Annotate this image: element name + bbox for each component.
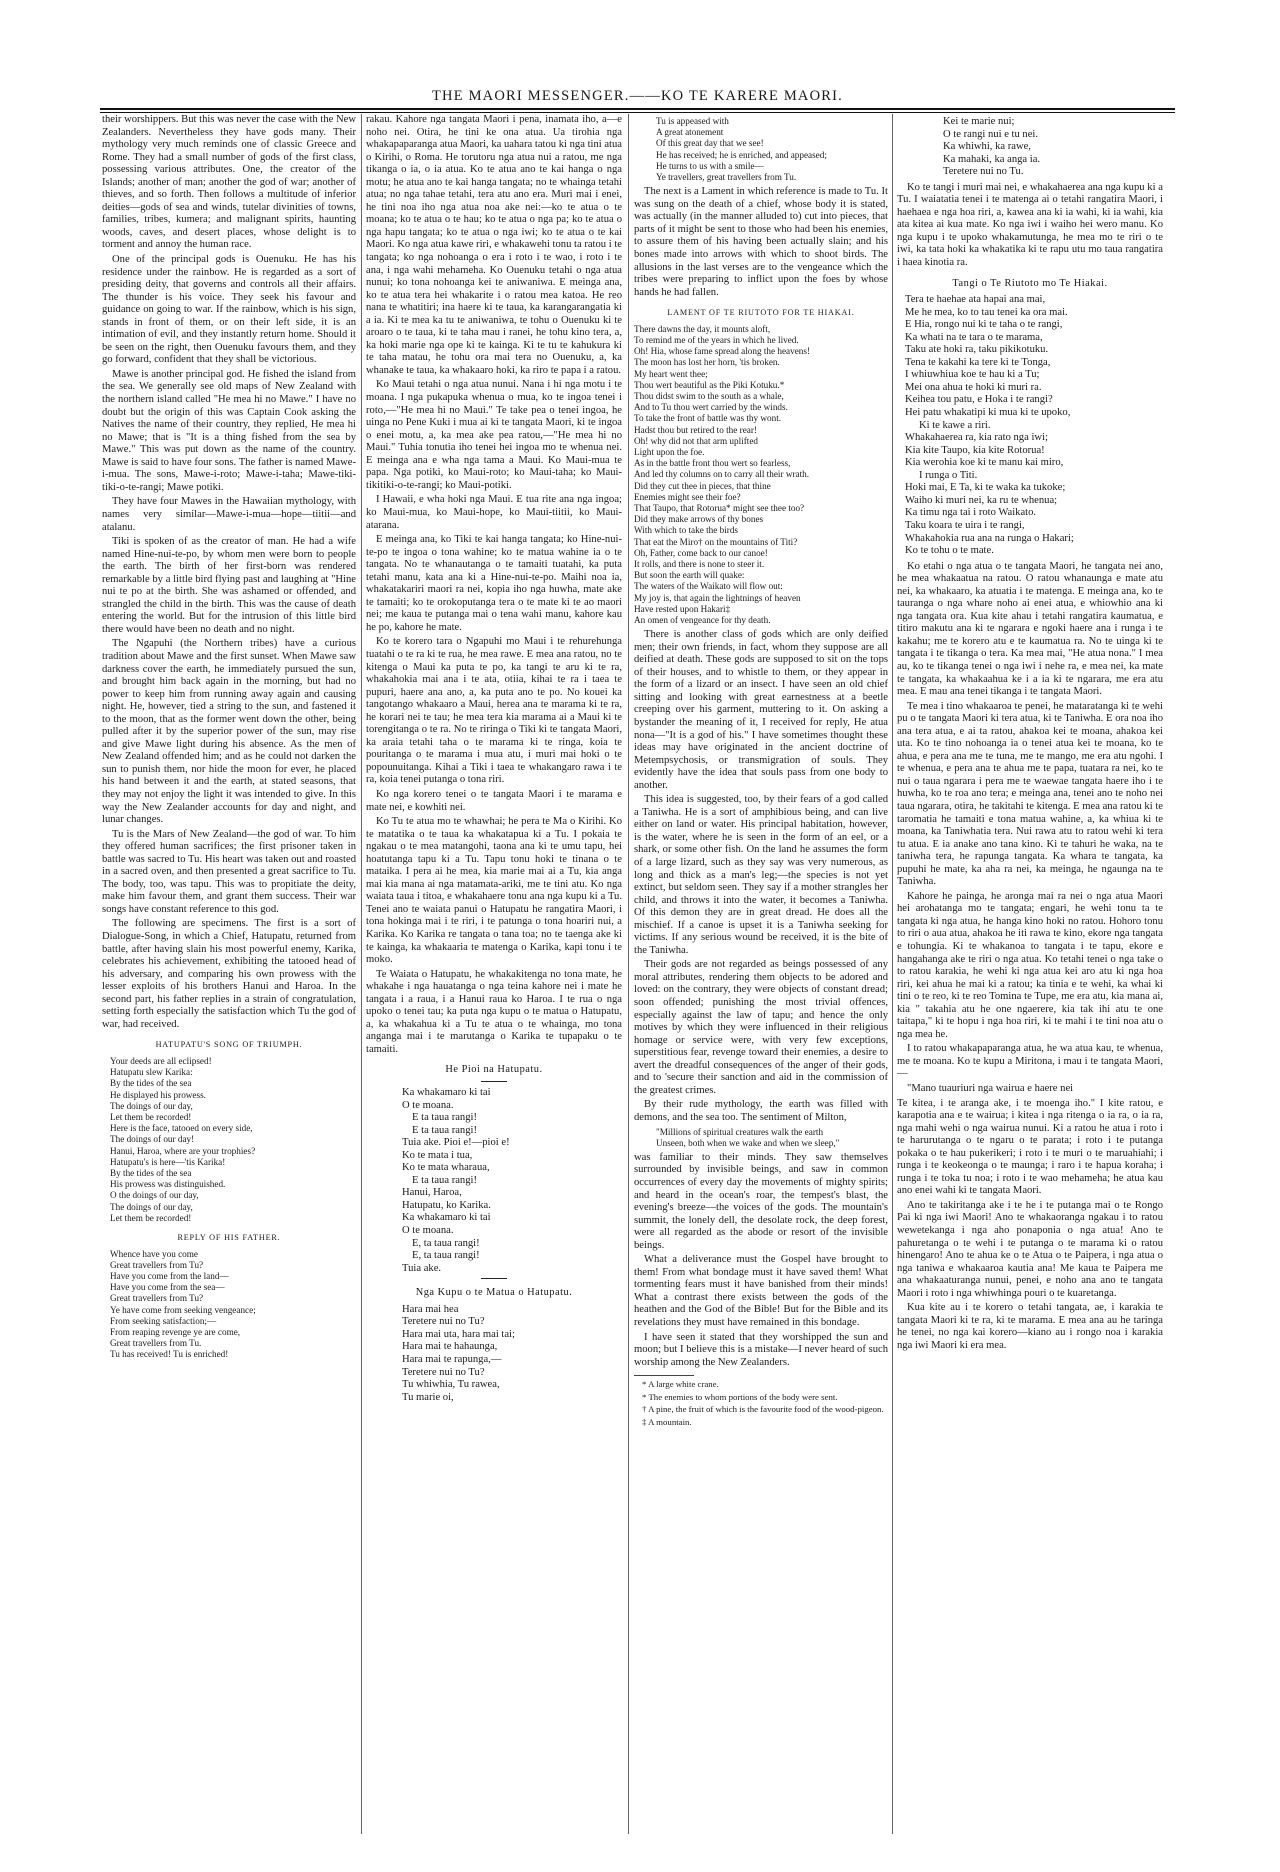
verse-line: He turns to us with a smile— bbox=[656, 160, 764, 171]
verse-line: Ka mahaki, ka anga ia. bbox=[943, 153, 1041, 165]
verse-line: Me he mea, ko to tau tenei ka ora mai. bbox=[905, 306, 1068, 318]
verse-line: Great travellers from Tu? bbox=[110, 1293, 204, 1304]
verse-line: E ta taua rangi! bbox=[412, 1174, 478, 1186]
kupu-title: Nga Kupu o te Matua o Hatupatu. bbox=[415, 1287, 573, 1299]
verse-line: Thou didst swim to the south as a whale, bbox=[634, 390, 784, 401]
verse-line: Teretere nui no Tu. bbox=[943, 166, 1024, 178]
masthead-rule bbox=[100, 108, 1175, 113]
paragraph: This idea is suggested, too, by their fears of a god called a Taniwha. He is a sort of amphibious being, and can live either on land or water. His principal habitation, however, is the water, where he is seen in the form of an eel, or a shark, or some other fish. On the land he assumes the form of a large lizard, such as they say was very numerous, as long and thick as a man's leg;—the species is not yet extinct, but seldom seen. They say if a mother strangles her child, and throws it into the water, it becomes a Taniwha. Of this demon they are in great dread. He does all the mischief. If a canoe is upset it is a Taniwha seeking for victims. If any serious wound be received, it is the bite of the Taniwha. bbox=[634, 794, 888, 956]
verse-line: By the tides of the sea bbox=[110, 1078, 192, 1089]
paragraph: E meinga ana, ko Tiki te kai hanga tangata; ko Hine-nui-te-po te ingoa o tona wahine; ko te matua wahine ia o te tangata. No te whanautanga o te tamaiti tuatahi, ka puta tetahi manu, kata ana ki a Hine-nui-te-po. Maihi noa ia, whakatakariri maori ra nei, kopia iho nga huwha, mate ake te tamaiti; ko te orokoputanga tera o te mate ki te ao maori nei; me kaua te putanga mai o tena wahi manu, kahore kau he po, kahore he mate. bbox=[366, 534, 622, 633]
paragraph: Ano te takiritanga ake i te he i te putanga mai o te Rongo Pai ki nga iwi Maori! Ano te whakaoranga ngakau i to ratou wewetekanga i nga aho ponaponia o nga atua! Ano te pahuretanga o te wehi i te putanga o te marama ki o ratou hinengaro! Ano te ahua ke o te Atua o te Paipera, i nga atua o nga taniwa e whakaaroa kautia ana! Me kaua te Paipera me ana whakaaturanga nunui, penei, e noho ana ano te tangata Maori i roto i nga whiwhinga pouri o te kuaretanga. bbox=[897, 1199, 1163, 1299]
song-of-triumph bbox=[102, 1056, 356, 1224]
footnote: * The enemies to whom portions of the body were sent. bbox=[642, 1391, 838, 1402]
milton-quote bbox=[634, 1127, 888, 1149]
verse-line: Ko te mata wharaua, bbox=[402, 1162, 490, 1174]
paragraph: Mawe is another principal god. He fished the island from the sea. We generally see old maps of New Zealand with the northern island called "He mea hi no Mawe." I have no doubt but the origin of this was Captain Cook asking the Natives the name of their country, they replied, He mea hi no Mawe; that is "It is a thing fished from the sea by Mawe." This was put down as the name of the country. Mawe is said to have four sons. The father is named Mawe-i-mua. The sons, Mawe-i-roto; Mawe-i-taha; Mawe-tiki-tiki-o-te-rangi; Mawe potiki. bbox=[102, 368, 356, 493]
paragraph: Their gods are not regarded as beings possessed of any moral attributes, rendering them objects to be adored and loved: on the contrary, they were objects of constant dread; soon offended; punishing the most trivial offences, especially against the law of tapu; and hence the only motives by which they were influenced in their religious homage or service were, with very few exceptions, superstitious fear, revenge toward their enemies, a desire to avert the dreadful consequences of the anger of their gods, and to 'secure their sanction and aid in the commission of the greatest crimes. bbox=[634, 959, 888, 1096]
column-divider bbox=[361, 114, 362, 1834]
paragraph: The next is a Lament in which reference is made to Tu. It was sung on the death of a chief, whose body it is stated, was actually (in the manner alluded to) cut into pieces, that parts of it might be sent to those who had been his enemies, to assure them of his having been actually slain; and his bones made into arrows with which to shoot birds. The allusions in the last verses are to the vengeance which the tribes were preparing to inflict upon the foes by whose hands he had fallen. bbox=[634, 186, 888, 298]
verse-line: To remind me of the years in which he lived. bbox=[634, 334, 799, 345]
verse-line: Waiho ki muri nei, ka ru te whenua; bbox=[905, 494, 1058, 506]
verse-line: "Millions of spiritual creatures walk the earth bbox=[656, 1126, 824, 1137]
verse-line: Teretere nui no Tu? bbox=[402, 1366, 485, 1378]
verse-line: E ta taua rangi! bbox=[412, 1124, 478, 1136]
column-2 bbox=[366, 114, 622, 1834]
verse-line: Ka whiwhi, ka rawe, bbox=[943, 141, 1031, 153]
paragraph: was familiar to their minds. They saw themselves surrounded by invisible beings, and saw in common occurrences of every day the movements of mighty spirits; and heard in the ocean's roar, the tempest's blast, the evening's breeze—the voices of the gods. The mountain's summit, the lonely dell, the desolate rock, the deep forest, were all regarded as the abode or resort of the invisible beings. bbox=[634, 1151, 888, 1251]
paragraph: Ko te korero tara o Ngapuhi mo Maui i te rehurehunga tuatahi o te ra ki te rua, he mea rawe. E mea ana ratou, no te kitenga o Maui ka puta te po, ka tangi te aru ki te ra, whakahokia mai ana i te ata, otiia, kihai te ra i taea te pupuri, haere ana ano, a, ka puta ano te po. No kouei ka tangotango whakaaro a Maui, herea ana te marama ki te ra, he korari nei te tau; he mea tera kia marama ai a Maui ki te torengitanga o te ra. No te riringa o Tiki ki te tangata Maori, ka araia tetahi taha o te marama ki te ringa, koia te pouritanga o te marama i mua atu, i muri mai hoki o te popounuitanga. Kihai a Tiki i taea te whakangaro rawa i te ra, koia tenei putanga o tona riri. bbox=[366, 636, 622, 786]
verse-line: Oh! why did not that arm uplifted bbox=[634, 435, 759, 446]
verse-line: Hoki mai, E Ta, ki te waka ka tukoke; bbox=[905, 482, 1066, 494]
verse-line: O te rangi nui e tu nei. bbox=[943, 128, 1039, 140]
verse-line: Ka whakamaro ki tai bbox=[402, 1212, 491, 1224]
column-divider bbox=[628, 114, 629, 1834]
verse-line: Ye have come from seeking vengeance; bbox=[110, 1304, 256, 1315]
verse-line: Hadst thou but retired to the rear! bbox=[634, 424, 757, 435]
verse-line: Here is the face, tatooed on every side, bbox=[110, 1123, 253, 1134]
verse-line: And to Tu thou wert carried by the winds. bbox=[634, 402, 788, 413]
verse-line: Ko te mata i tua, bbox=[402, 1149, 473, 1161]
verse-line: That Taupo, that Rotorua* might see thee too? bbox=[634, 502, 805, 513]
paragraph: The Ngapuhi (the Northern tribes) have a curious tradition about Mawe and the first sunset. When Mawe saw darkness cover the earth, he immediately pursued the sun, and brought him back again in the morning, but had no power to keep him from running away again and causing night. He, however, tied a string to the sun, and fastened it to the moon, that as the former went down the other, being pulled after it by the superior power of the sun, may rise and give Mawe light during his absence. As the men of New Zealand offended him; and as he could not darken the sun to punish them, nor hide the moon for ever, he placed his hand between it and the earth, at stated seasons, that they may not enjoy the light it was intended to give. In this way the New Zealander accounts for day and night, and lunar changes. bbox=[102, 638, 356, 826]
verse-line: It rolls, and there is none to steer it. bbox=[634, 558, 765, 569]
lament-caption: LAMENT OF TE RIUTOTO FOR TE HIAKAI. bbox=[667, 308, 855, 318]
paragraph: I Hawaii, e wha hoki nga Maui. E tua rite ana nga ingoa; ko Maui-mua, ko Maui-hope, ko Maui-tiitii, ko Maui-atarana. bbox=[366, 494, 622, 531]
verse-line: Hei patu whakatipi ki mua ki te upoko, bbox=[905, 407, 1071, 419]
paragraph: Ko te tangi i muri mai nei, e whakahaerea ana nga kupu ki a Tu. I waiatatia tenei i te matenga ai o tetahi rangatira Maori, i haehaea e nga hoa riri, a, kawea ana ki ia wahi, ki ia wahi, kia ata kitea ai kua mate. Ko nga iwi i waiho hei wero manu. Ko nga kupu i te upoko whakamutunga, he mea mo te riri o te iwi, ka tata hoki ka whakatika ki te rapu utu mo taua rangatira i haea kinotia ra. bbox=[897, 181, 1163, 269]
verse-line: He displayed his prowess. bbox=[110, 1089, 206, 1100]
verse-line: Thou wert beautiful as the Piki Kotuku.* bbox=[634, 379, 785, 390]
verse-line: Hara mai uta, hara mai tai; bbox=[402, 1328, 515, 1340]
paragraph: Te Waiata o Hatupatu, he whakakitenga no tona mate, he whakahe i nga hauatanga o nga teina kahore nei i mate he tangata i a raua, i a Hanui raua ko Haroa. I te rua o nga upoko o tenei tau; ka puta nga kupu o te matua o Hatupatu, a, ka whakahua ki a Tu te atua o te whainga, mo tona anganga mai i te marutanga o Karika te tupapaku o te tamaiti. bbox=[366, 968, 622, 1055]
paragraph: rakau. Kahore nga tangata Maori i pena, inamata iho, a—e noho nei. Otira, he tini ke ona atua. Ua tirohia nga whakapaparanga atua Maori, ka uahara tatou ki nga tini atua o Kirihi, o Roma. He torutoru nga atua nui a ratou, me nga tikanga o ia, o ia atua. Ko te atua ano te kai hanga o nga motu; he atua ano te kai hanga tangata; no te whainga tetahi atua; no nga tahae tetahi, tera atu ano era. Muri mai i enei, he tini noa iho nga atua noa ake nei:—ko te atua o te moana; ko te atua o te hau; ko te atua o nga pa; ko te atua o nga hapu tangata; ko te atua o nga iwi; ko te atua o te kai Maori. Ko nga atua kawe riri, e whakawehi tonu ta ratou i te tangata; ko nga nohoanga o era i roto i te wao, i roto i te ana, i nga wahi mehameha. Ko Ouenuku tetahi o nga atua nunui; ko tona nohoanga kei te aniwaniwa. E meinga ana, ko te atua tera hei whakarite i o ratou mea katoa. He reo nana te whatitiri; ina haere ki te taua, ka karangarangatia ki a ia. Ki te mea ka tu te aniwaniwa, te tohu o Ouenuku ki te aroaro o te taua, ki te taha mau i ranei, he tohu kino tera, a, ka hoki marie nga ope ki te kainga. Ki te tu te kahukura ki te taha matau, he tohu ora mai tera no Ouenuku, a, ka whanake te taua, ka whakaaro hoki, ka riro te papa i a ratou. bbox=[366, 114, 622, 376]
song-caption: HATUPATU'S SONG OF TRIUMPH. bbox=[155, 1040, 303, 1050]
verse-line: Your deeds are all eclipsed! bbox=[110, 1055, 212, 1066]
verse-line: That eat the Miro† on the mountains of Titi? bbox=[634, 536, 798, 547]
verse-line: Kia kite Taupo, kia kite Rotorua! bbox=[905, 444, 1045, 456]
verse-line: Oh, Father, come back to our canoe! bbox=[634, 547, 768, 558]
verse-line: Have rested upon Hakari‡ bbox=[634, 603, 731, 614]
reply-caption: REPLY OF HIS FATHER. bbox=[177, 1232, 281, 1242]
kupu-end bbox=[897, 116, 1163, 179]
verse-line: E, ta taua rangi! bbox=[412, 1237, 480, 1249]
verse-line: The doings of our day, bbox=[110, 1100, 193, 1111]
paragraph: Ko Tu te atua mo te whawhai; he pera te Ma o Kirihi. Ko te matatika o te taua ka whakatapua ki a Tu. I pokaia te ngakau o te mea matangohi, taona ana ki te umu tapu, hei hoatutanga tapu ki a Tu. Tapu tonu hoki te tinana o te mataika. I pera ai he mea, kia marie mai ai a Tu, kia anga mai kia mana ai nga matamata-ariki, me te tini atu. Ko nga waiata taua i titoa, e whakahaere tonu ana nga kupu ki a Tu. Tenei ano te waiata panui o Hatupatu he rangatira Maori, i tona hokinga mai i te riri, i te patunga o tona hoariri nui, a Karika. Ko Karika re tangata o tana toa; no te taenga ake ki te kainga, ka whakaaria te matenga o Karika, kapi tonu i te moko. bbox=[366, 816, 622, 966]
paragraph: I to ratou whakapaparanga atua, he wa atua kau, te whenua, me te moana. Ko te kupu a Miritona, i mau i te tangata Maori,— bbox=[897, 1043, 1163, 1080]
paragraph: Ko nga korero tenei o te tangata Maori i te marama e mate nei, e kowhiti nei. bbox=[366, 788, 622, 813]
verse-line: He has received; he is enriched, and appeased; bbox=[656, 149, 827, 160]
verse-line: Whakahokia rua ana na runga o Hakari; bbox=[905, 532, 1074, 544]
verse-line: His prowess was distinguished. bbox=[110, 1179, 226, 1190]
paragraph: By their rude mythology, the earth was filled with demons, and the sea too. The sentiment of Milton, bbox=[634, 1099, 888, 1123]
verse-line: Tuia ake. bbox=[402, 1262, 442, 1274]
tangi bbox=[897, 294, 1163, 557]
verse-line: Teretere nui no Tu? bbox=[402, 1316, 485, 1328]
verse-line: Tu has received! Tu is enriched! bbox=[110, 1349, 229, 1360]
verse-line: Hanui, Haroa, bbox=[402, 1187, 462, 1199]
paragraph: The following are specimens. The first is a sort of Dialogue-Song, in which a Chief, Hatupatu, returned from battle, after having slain his most powerful enemy, Karika, celebrates his achievement, exhibiting the tatooed head of his adversary, and comparing his own prowess with the lesser exploits of his brothers Hanui and Haroa. In the second part, his father replies in a strain of congratulation, setting forth especially the satisfaction which Tu the god of war, had received. bbox=[102, 918, 356, 1030]
verse-line: I runga o Titi. bbox=[919, 469, 978, 481]
paragraph: Te kitea, i te aranga ake, i te moenga iho." I kite ratou, e karapotia ana e te wairua; i kitea i nga ritenga o ia ra, o ia ra, nga mahi wehi o nga wairua nunui. Ki a ratou he atua i roto i te harurutanga o te ngaru o te parata; i roto i te putanga pokaka o te hau pukerikeri; i roto i te muri o te maruahiahi; i runga i te keokeonga o te maunga; i raro i te hapua koraha; i runga i te toka tu noa; i roto i te wao mehameha; he atua kau ano enei wahi ki te tangata Maori. bbox=[897, 1097, 1163, 1197]
verse-line: I whiuwhiua koe te hau ki a Tu; bbox=[905, 369, 1040, 381]
tangi-title: Tangi o Te Riutoto mo Te Hiakai. bbox=[952, 277, 1108, 289]
verse-line: Tena te kakahi ka tere ki te Tonga, bbox=[905, 356, 1051, 368]
verse-line: With which to take the birds bbox=[634, 525, 738, 536]
footnote-rule bbox=[634, 1375, 694, 1376]
paragraph: their worshippers. But this was never the case with the New Zealanders. Nevertheless they have gods many. Their mythology very much reminds one of classic Greece and Rome. They had a small number of gods of the first class, possessing various attributes. One, the creator of the Islands; another of man; another the god of war; another of thieves, and so forth. Then follows a multitude of inferior deities—gods of sea and winds, tutelar divinities of towns, families, tribes, kumera; and malignant spirits, haunting woods, caves, and desert places, whose delight is to torment and annoy the human race. bbox=[102, 114, 356, 251]
verse-line: To take the front of battle was thy wont. bbox=[634, 413, 782, 424]
verse-line: Hanui, Haroa, where are your trophies? bbox=[110, 1145, 256, 1156]
verse-line: As in the battle front thou wert so fearless, bbox=[634, 458, 791, 469]
verse-line: Hara mai te hahaunga, bbox=[402, 1341, 498, 1353]
verse-line: Taku ate hoki ra, taku pikikotuku. bbox=[905, 344, 1049, 356]
reply-of-father bbox=[102, 1249, 356, 1361]
song-end bbox=[634, 116, 888, 183]
verse-line: From reaping revenge ye are come, bbox=[110, 1326, 241, 1337]
verse-line: My joy is, that again the lightnings of heaven bbox=[634, 592, 801, 603]
verse-line: Great travellers from Tu. bbox=[110, 1338, 202, 1349]
verse-line: E ta taua rangi! bbox=[412, 1112, 478, 1124]
footnote: ‡ A mountain. bbox=[642, 1416, 692, 1427]
section-rule bbox=[481, 1278, 507, 1279]
verse-line: Ye travellers, great travellers from Tu. bbox=[656, 172, 797, 183]
verse-line: O te moana. bbox=[402, 1225, 454, 1237]
title-rule bbox=[481, 1081, 507, 1082]
verse-line: Light upon the foe. bbox=[634, 446, 705, 457]
verse-line: But soon the earth will quake: bbox=[634, 570, 745, 581]
paragraph: I have seen it stated that they worshipped the sun and moon; but I believe this is a mistake—I never heard of such worship among the New Zealanders. bbox=[634, 1331, 888, 1368]
verse-line: Kei te marie nui; bbox=[943, 116, 1015, 127]
footnote: * A large white crane. bbox=[642, 1379, 719, 1390]
verse-line: Ki te kawe a riri. bbox=[919, 419, 991, 431]
verse-line: Taku koara te uira i te rangi, bbox=[905, 519, 1025, 531]
paragraph: What a deliverance must the Gospel have brought to them! From what bondage must it have saved them! What tormenting fears must it have banished from their minds! What a contrast there exists between the gods of the heathen and the God of the Bible! But for the Bible and its revelations they must have remained in this bondage. bbox=[634, 1254, 888, 1329]
verse-line: An omen of vengeance for thy death. bbox=[634, 614, 771, 625]
verse-line: The doings of our day! bbox=[110, 1134, 195, 1145]
verse-line: Mei ona ahua te hoki ki muri ra. bbox=[905, 381, 1042, 393]
verse-line: Ka whakamaro ki tai bbox=[402, 1087, 491, 1099]
verse-line: E Hia, rongo nui ki te taha o te rangi, bbox=[905, 319, 1063, 331]
paragraph: They have four Mawes in the Hawaiian mythology, with names very similar—Mawe-i-mua—hope—tiitii—and atalanu. bbox=[102, 496, 356, 533]
paragraph: Kahore he painga, he aronga mai ra nei o nga atua Maori hei arohatanga mo te tangata; engari, he wehi tonu ta te tangata ki nga atua, he hanga kino hoki no ratou. Hohoro tonu to riri o aua atua, ahakoa he iti rawa te kino, ekore nga tangata e tohungia. Ki te whakanoa to tangata i te tapu, ekore e hangahanga ake te riri o nga atua. Ko tetahi tenei o nga take o to ratou karakia, he wehi ki nga atua kei aro atu ki nga hoa riri, kei ahua he mai ki a ratou; ka tinia e te wehi, ka whai ki tini o te reo, ki te reo Tomina te Tupe, me era atu, kia mana ai, kia " takahia atu he one ngaerere, kia tak ihi atu te one taitapa," ki te hopu i nga hoa riri, ki te mahi i te tini noa atu o nga mea he. bbox=[897, 890, 1163, 1040]
verse-line: Ka whati na te tara o te marama, bbox=[905, 331, 1043, 343]
paragraph: "Mano tuauriuri nga wairua e haere nei bbox=[907, 1083, 1074, 1095]
pioi-song bbox=[366, 1087, 622, 1275]
verse-line: Keihea tou patu, e Hoka i te rangi? bbox=[905, 394, 1053, 406]
verse-line: And led thy columns on to carry all their wrath. bbox=[634, 469, 810, 480]
verse-line: The waters of the Waikato will flow out: bbox=[634, 581, 783, 592]
column-4 bbox=[897, 114, 1163, 1834]
column-divider bbox=[892, 114, 893, 1834]
verse-line: The doings of our day, bbox=[110, 1201, 193, 1212]
kupu-song bbox=[366, 1304, 622, 1404]
verse-line: Have you come from the land— bbox=[110, 1270, 229, 1281]
paragraph: There is another class of gods which are only deified men; their own friends, in fact, whom they suppose are all deified at death. These gods are supposed to sit on the tops of their houses, and to whistle to them, or they appear in the form of a lizard or an insect. I have seen an old chief sitting and looking with great earnestness at a beetle creeping over his garment, muttering to it. On asking a bystander the meaning of it, I received for reply, He atua nona—"It is a god of his." I have sometimes thought these ideas may have originated in the ancient doctrine of Metempsychosis, or transmigration of souls. They evidently have the idea that souls pass from one body to another. bbox=[634, 629, 888, 791]
verse-line: Have you come from the sea— bbox=[110, 1282, 225, 1293]
verse-line: Enemies might see their foe? bbox=[634, 491, 741, 502]
paragraph: Tiki is spoken of as the creator of man. He had a wife named Hine-nui-te-po, by whom men were born to people the earth. The birth of her first-born was rendered remarkable by a little bird flying past and laughing at "Hine nui te po at the birth. She was ashamed or offended, and strangled the child in the birth. This was the cause of death entering the world. But for the intrusion of this little bird there would have been no death and no night. bbox=[102, 536, 356, 635]
lament bbox=[634, 324, 888, 626]
verse-line: Whence have you come bbox=[110, 1248, 199, 1259]
verse-line: Oh! Hia, whose fame spread along the heavens! bbox=[634, 346, 811, 357]
verse-line: There dawns the day, it mounts aloft, bbox=[634, 323, 771, 334]
verse-line: Kia werohia koe ki te manu kai miro, bbox=[905, 457, 1064, 469]
verse-line: My heart went thee; bbox=[634, 368, 708, 379]
verse-line: Hatupatu's is here—'tis Karika! bbox=[110, 1156, 226, 1167]
verse-line: Hara mai te rapunga,— bbox=[402, 1353, 502, 1365]
verse-line: Tera te haehae ata hapai ana mai, bbox=[905, 294, 1046, 306]
verse-line: Hatupatu slew Karika: bbox=[110, 1067, 193, 1078]
verse-line: O te moana. bbox=[402, 1099, 454, 1111]
footnote: † A pine, the fruit of which is the favourite food of the wood-pigeon. bbox=[642, 1404, 884, 1415]
paragraph: Te mea i tino whakaaroa te penei, he mataratanga ki te wehi pu o te tangata Maori ki tera atua, ki te Taniwha. E ora noa iho ana tera atua, e ai ta ratou, ahakoa kei te moana, ahakoa kei uta. Ko te tino nohoanga ia o tenei atua kei te moana, ko te ahua, e pera ana me te tuna, me te mango, me era atu ngohi. I te whenua, e pera ana te ahua me te papa, tuatara ra nei, ko te nui o taua ngarara i pera me te waewae tangata haere iho i te huwha, ko te roa ano tera; e meinga ana, tenei ano te noho nei taua ngarara, otira, he takitahi te kitenga. E mea ana ratou ki te taromatia he tamaiti e tona matua wahine, a, ka whiua ki te moana, ka Taniwhatia tera. Nui rawa atu to ratou wehi ki tera tu atua. E ia anake ano tana kino. Ki te tahuri he waka, na te taniwha tera, he rapunga tangata. Ka whara te tangata, ka pupuhi he mate, ka aha ra nei, ka meinga, he ngaunga na te Taniwha. bbox=[897, 700, 1163, 888]
verse-line: Did they cut thee in pieces, that thine bbox=[634, 480, 771, 491]
verse-line: Of this great day that we see! bbox=[656, 138, 764, 149]
verse-line: Let them be recorded! bbox=[110, 1111, 192, 1122]
verse-line: Tu whiwhia, Tu rawea, bbox=[402, 1379, 500, 1391]
verse-line: The moon has lost her horn, 'tis broken. bbox=[634, 357, 780, 368]
masthead: THE MAORI MESSENGER.——KO TE KARERE MAORI. bbox=[431, 88, 844, 104]
verse-line: From seeking satisfaction;— bbox=[110, 1315, 217, 1326]
verse-line: Tu is appeased with bbox=[656, 116, 729, 126]
column-3 bbox=[634, 114, 888, 1834]
verse-line: A great atonement bbox=[656, 127, 724, 138]
verse-line: Tu marie oi, bbox=[402, 1391, 454, 1403]
paragraph: Ko Maui tetahi o nga atua nunui. Nana i hi nga motu i te moana. I nga pukapuka whenua o mua, ko te ingoa tenei i roto,—"He mea hi no Maui." Te take pea o tenei ingoa, he uinga no Pene Kuki i mua ai ki te tangata Maori, ki te ingoa o enei motu, a, ka mea ake pea ratou,—"He mea hi no Maui." Tuhia tonutia iho tenei hei ingoa mo te whenua nei. E meinga ana e wha nga tama a Maui. Ko Maui-mua te papa. Nga potiki, ko Maui-roto; ko Maui-taha; ko Maui-tikitiki-o-te-rangi; ko Maui-potiki. bbox=[366, 379, 622, 491]
verse-line: Ka timu nga tai i roto Waikato. bbox=[905, 507, 1037, 519]
paragraph: Kua kite au i te korero o tetahi tangata, ae, i karakia te tangata Maori ki te ra, ki te marama. E mea ana au he taringa he tenei, no nga kai korero—kiano au i rongo noa i karakia nga iwi Maori ki era mea. bbox=[897, 1302, 1163, 1351]
verse-line: Great travellers from Tu? bbox=[110, 1259, 204, 1270]
verse-line: Ko te tohu o te mate. bbox=[905, 545, 994, 557]
verse-line: Hatupatu, ko Karika. bbox=[402, 1199, 491, 1211]
paragraph: Ko etahi o nga atua o te tangata Maori, he tangata nei ano, he mea whakaatua na ratou. O ratou whanaunga e mate atu nei, ka whakaaro, ka atuatia i te matenga. E meinga ana, ko te tauranga o nga whare noho ai enei atua, e whiowhio ana ki nga tangata ora. Kua kite ahau i tetahi rangatira kaumatua, e titiro makutu ana ki te ngarara e ngoki haere ana i runga i te kakahu; me te korero atu e te kaumatua ra. No te uinga ki te tangata i te tikanga o tera. Ka mea mai, "He atua nona." I mea au, ko te tikanga tenei o nga iwi i nehe ra, e mea nei, ka mate te tangata, ka whakaahua ke i a ia ki te ngarara, me era atu mea. E mau ana tenei tikanga i te tangata Maori. bbox=[897, 560, 1163, 698]
paragraph: One of the principal gods is Ouenuku. He has his residence under the rainbow. He is regarded as a sort of presiding deity, that governs and controls all their affairs. The thunder is his voice. They seek his favour and guidance on going to war. If the rainbow, which is his sign, stands in front of them, or on their left side, it is an intimation of evil, and they instantly return home. Should it be seen on the right, then Ouenuku favours them, and they go forward, confident that they shall be victorious. bbox=[102, 254, 356, 366]
verse-line: Let them be recorded! bbox=[110, 1212, 192, 1223]
song-title: He Pioi na Hatupatu. bbox=[445, 1064, 543, 1076]
paragraph: Tu is the Mars of New Zealand—the god of war. To him they offered human sacrifices; the first prisoner taken in battle was sacred to Tu. His heart was taken out and roasted in a sacred oven, and then presented a great sacrifice to Tu. The body, too, was tapu. This was to propitiate the deity, make him favour them, and grant them success. Their war songs have constant reference to this god. bbox=[102, 828, 356, 915]
verse-line: E, ta taua rangi! bbox=[412, 1250, 480, 1262]
column-1 bbox=[102, 114, 356, 1834]
verse-line: Whakahaerea ra, kia rato nga iwi; bbox=[905, 432, 1048, 444]
verse-line: By the tides of the sea bbox=[110, 1167, 192, 1178]
verse-line: Did they make arrows of thy bones bbox=[634, 514, 764, 525]
verse-line: Unseen, both when we wake and when we sleep," bbox=[656, 1137, 840, 1148]
verse-line: O the doings of our day, bbox=[110, 1190, 199, 1201]
verse-line: Hara mai hea bbox=[402, 1303, 459, 1315]
verse-line: Tuia ake. Pioi e!—pioi e! bbox=[402, 1137, 510, 1149]
